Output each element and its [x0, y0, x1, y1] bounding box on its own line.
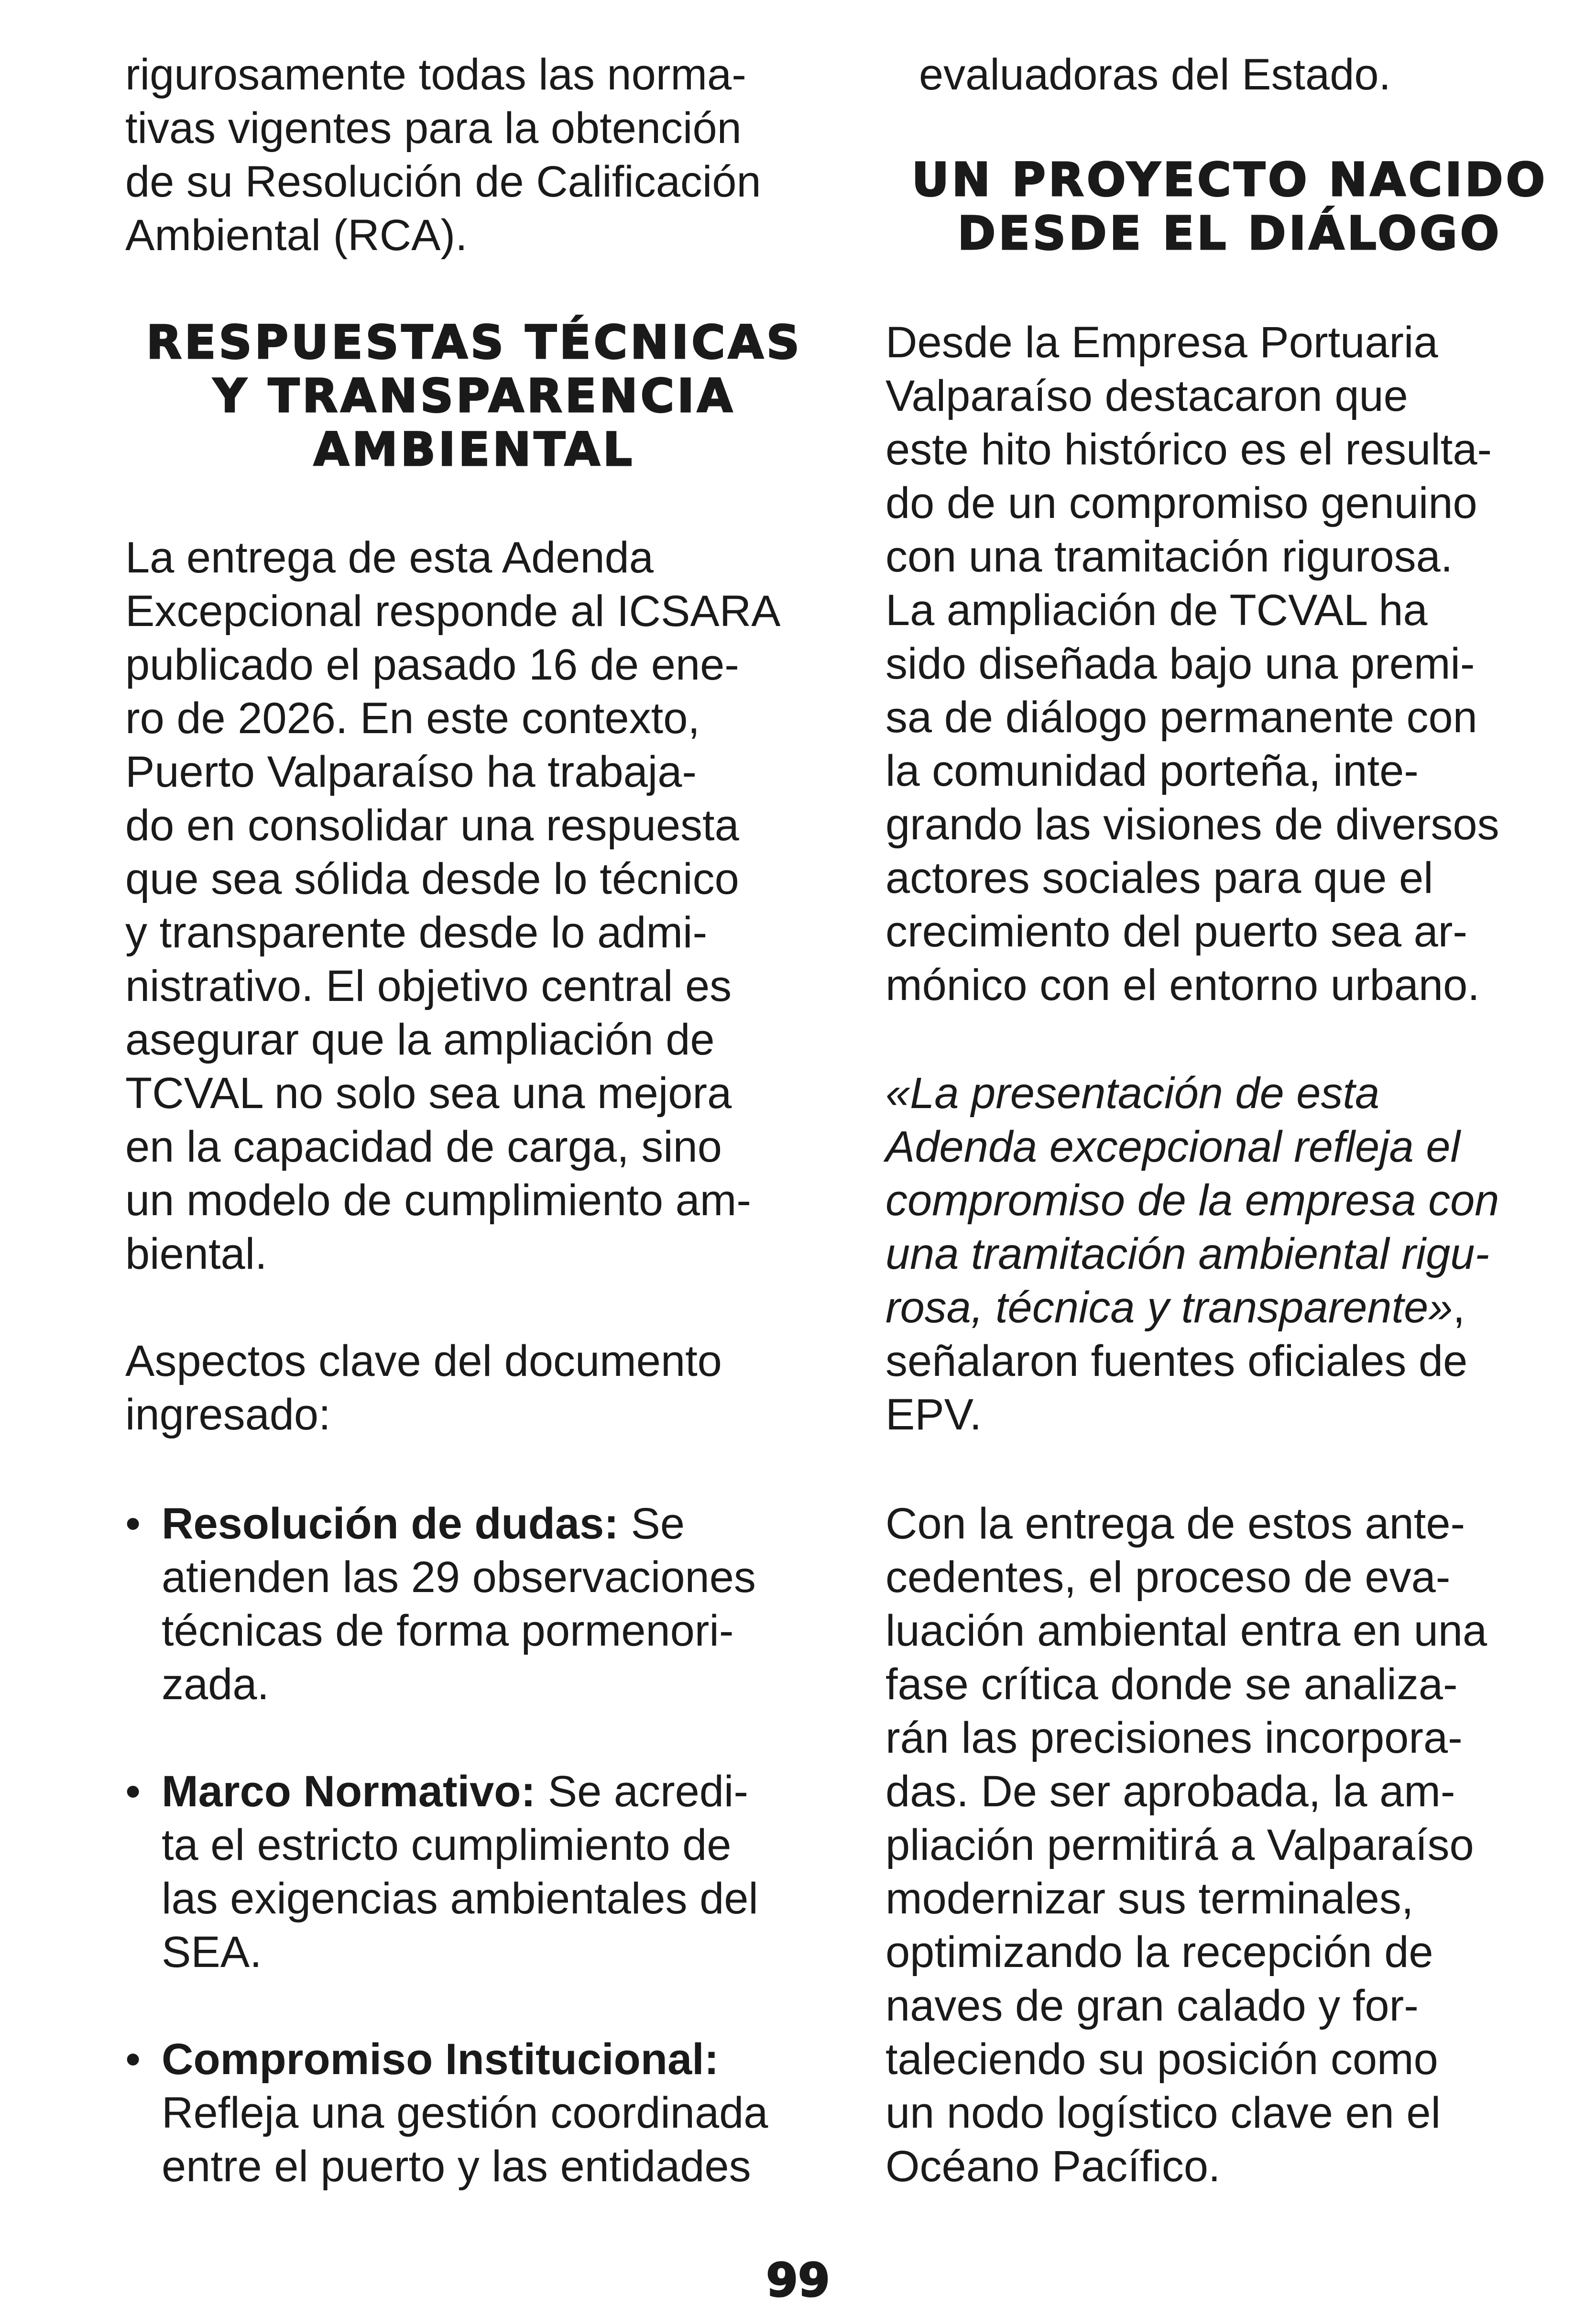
- bullet-text: Se acredi- ta el estricto cumplimiento de las exigencias ambientales del SEA.: [162, 1767, 758, 1977]
- bullet-mark: •: [125, 1499, 141, 1548]
- bullet-mark: •: [125, 2035, 141, 2084]
- right-paragraph-1: Desde la Empresa Portuaria Valparaíso destacaron que este hito histórico es el resulta- do de un compromiso genuino con una tramitación rigurosa. La ampliación de TCVAL ha sido diseñada bajo una premi- sa de diálogo permanente con la comunidad porteña, inte- grando las visiones de diversos actores sociales para que el crecimiento del puerto sea ar- mónico con el entorno urbano.: [885, 318, 1499, 1010]
- bullet-text: Refleja una gestión coordinada entre el puerto y las entidades: [162, 2088, 768, 2191]
- bullet-mark: •: [125, 1767, 141, 1816]
- left-paragraph-2: Aspectos clave del documento ingresado:: [125, 1337, 722, 1439]
- left-intro-text: rigurosamente todas las norma- tivas vigentes para la obtención de su Resolución de Calificación Ambiental (RCA).: [125, 50, 761, 260]
- section-heading-respuestas: RESPUESTAS TÉCNICAS Y TRANSPARENCIA AMBIENTAL: [146, 316, 803, 476]
- bullet-label: Compromiso Institucional:: [162, 2035, 719, 2084]
- page-number: 99: [766, 2253, 830, 2307]
- quote-text: «La presentación de esta Adenda excepcional refleja el compromiso de la empresa con una tramitación ambiental rigu- rosa, técnica y transparente»: [885, 1069, 1499, 1332]
- bullet-item: [125, 2032, 768, 2193]
- bullet-item: [125, 1765, 758, 1979]
- right-paragraph-3: Con la entrega de estos ante- cedentes, el proceso de eva- luación ambiental entra en una fase crítica donde se analiza- rán las precisiones incorpora- das. De ser aprobada, la am- pliación permitirá a Valparaíso modernizar sus terminales, optimizando la recepción de naves de gran calado y for- taleciendo su posición como un nodo logístico clave en el Océano Pacífico.: [885, 1499, 1487, 2191]
- bullet-label: Resolución de dudas:: [162, 1499, 619, 1548]
- bullet-item: [125, 1497, 756, 1711]
- section-heading-proyecto: UN PROYECTO NACIDO DESDE EL DIÁLOGO: [911, 153, 1548, 260]
- bullet-label: Marco Normativo:: [162, 1767, 536, 1816]
- bullet-text: Se atienden las 29 observaciones técnicas de forma pormenori- zada.: [162, 1499, 756, 1709]
- quote-attribution: , señalaron fuentes oficiales de EPV.: [885, 1283, 1468, 1439]
- quote-paragraph: [885, 1066, 1499, 1441]
- right-intro-text: evaluadoras del Estado.: [919, 50, 1391, 99]
- left-paragraph-1: La entrega de esta Adenda Excepcional responde al ICSARA publicado el pasado 16 de ene- ro de 2026. En este contexto, Puerto Valparaíso ha trabaja- do en consolidar una respuesta que sea sólida desde lo técnico y transparente desde lo admi- nistrativo. El objetivo central es asegurar que la ampliación de TCVAL no solo sea una mejora en la capacidad de carga, sino un modelo de cumplimiento am- biental.: [125, 533, 781, 1278]
